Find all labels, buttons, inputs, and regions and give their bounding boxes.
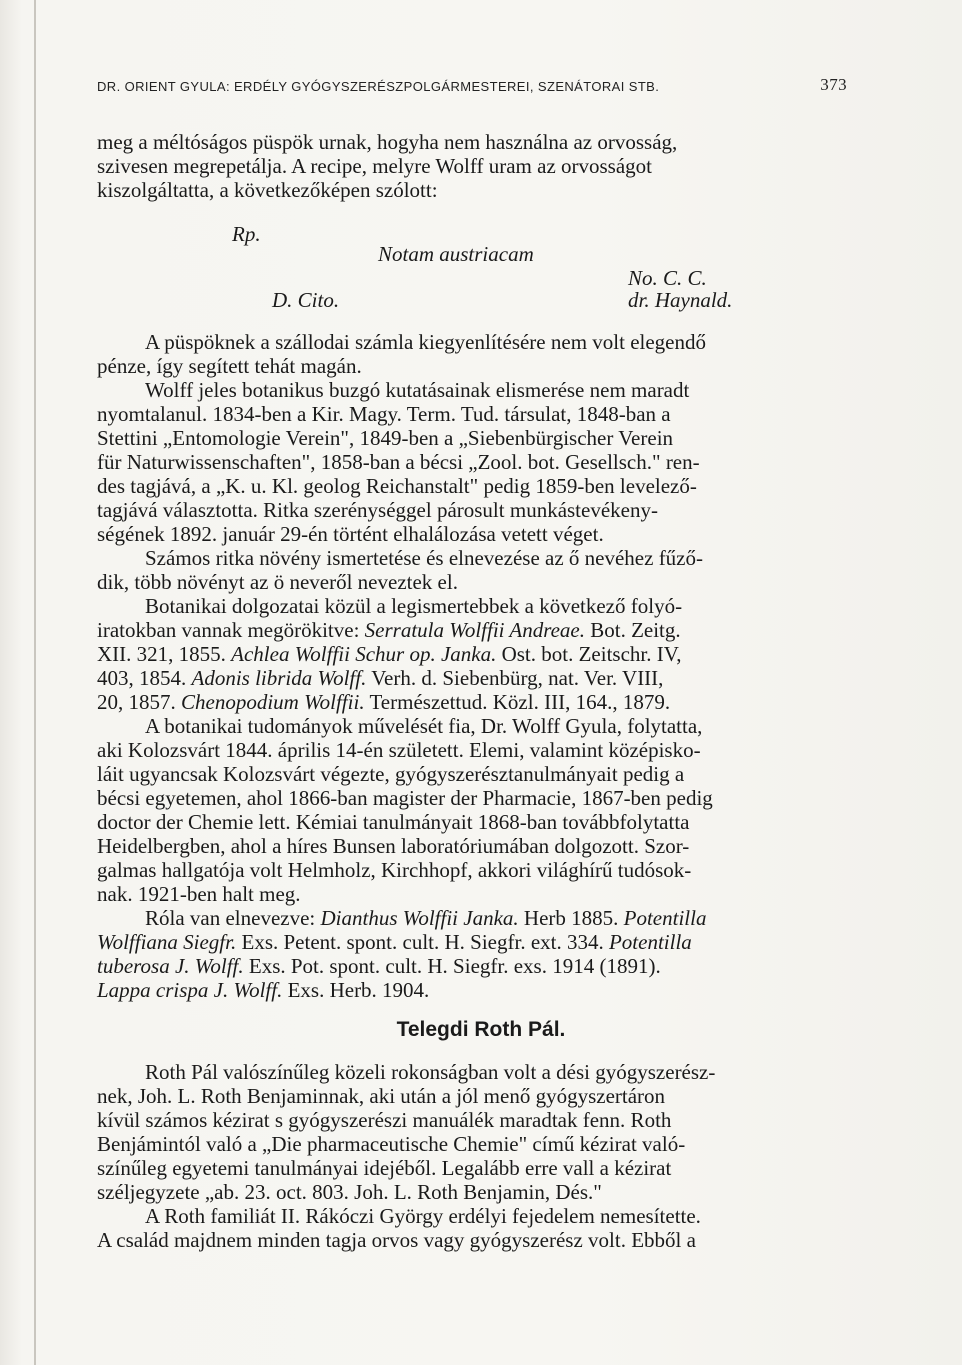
text-line: aki Kolozsvárt 1844. április 14-én született. Elemi, valamint középisko- [97,738,701,762]
text-line: Botanikai dolgozatai közül a legismertebbek a következő folyó- [145,594,683,618]
text-line: 403, 1854. Adonis librida Wolff. Verh. d. Siebenbürg, nat. Ver. VIII, [97,666,664,690]
text-line: Wolffiana Siegfr. Exs. Petent. spont. cult. H. Siegfr. ext. 334. Potentilla [97,930,692,954]
text-line: Lappa crispa J. Wolff. Exs. Herb. 1904. [97,978,430,1002]
text-line: pénze, így segített tehát magán. [97,354,362,378]
text-line: A püspöknek a szállodai számla kiegyenlítésére nem volt elegendő [145,330,706,354]
text-line: szivesen megrepetálja. A recipe, melyre Wolff uram az orvosságot [97,154,653,178]
recipe-no-cc: No. C. C. [628,266,707,290]
page-edge-shadow [34,0,36,1365]
text-line: Wolff jeles botanikus buzgó kutatásainak elismerése nem maradt [145,378,690,402]
section-heading: Telegdi Roth Pál. [396,1018,566,1041]
text-line: Stettini „Entomologie Verein", 1849-ben a „Siebenbürgischer Verein [97,426,674,450]
text-line: bécsi egyetemen, ahol 1866-ban magister der Pharmacie, 1867-ben pedig [97,786,713,810]
text-line: Róla van elnevezve: Dianthus Wolffii Janka. Herb 1885. Potentilla [145,906,707,930]
text-line: nak. 1921-ben halt meg. [97,882,301,906]
text-line: A botanikai tudományok művelését fia, Dr. Wolff Gyula, folytatta, [145,714,703,738]
text-line: XII. 321, 1855. Achlea Wolffii Schur op. Janka. Ost. bot. Zeitschr. IV, [97,642,682,666]
text-line: doctor der Chemie lett. Kémiai tanulmányait 1868-ban továbbfolytatta [97,810,690,834]
text-line: Roth Pál valószínűleg közeli rokonságban volt a dési gyógyszerész- [145,1060,716,1084]
text-line: A család majdnem minden tagja orvos vagy gyógyszerész volt. Ebből a [97,1228,696,1252]
recipe-d-cito: D. Cito. [272,288,340,312]
text-line: színűleg egyetemi tanulmányai idejéből. Legalább erre vall a kézirat [97,1156,672,1180]
text-line: Benjámintól való a „Die pharmaceutische Chemie" című kézirat való- [97,1132,686,1156]
text-line: láit ugyancsak Kolozsvárt végezte, gyógyszerésztanulmányait pedig a [97,762,685,786]
recipe-rp: Rp. [232,222,261,246]
text-line: dik, több növényt az ö neveről neveztek el. [97,570,458,594]
text-line: A Roth familiát II. Rákóczi György erdélyi fejedelem nemesítette. [145,1204,701,1228]
text-line: meg a méltóságos püspök urnak, hogyha nem használna az orvosság, [97,130,678,154]
text-line: ségének 1892. január 29-én történt elhalálozása vetett véget. [97,522,604,546]
text-line: nek, Joh. L. Roth Benjaminnak, aki után a jól menő gyógyszertáron [97,1084,666,1108]
text-line: kívül számos kézirat s gyógyszerészi manuálék maradtak fenn. Roth [97,1108,672,1132]
running-header [97,75,847,99]
text-line: iratokban vannak megörökitve: Serratula Wolffii Andreae. Bot. Zeitg. [97,618,681,642]
running-title: DR. ORIENT GYULA: ERDÉLY GYÓGYSZERÉSZPOLGÁRMESTEREI, SZENÁTORAI STB. [97,79,660,94]
text-line: kiszolgáltatta, a következőképen szólott: [97,178,438,202]
text-line: 20, 1857. Chenopodium Wolffii. Természettud. Közl. III, 164., 1879. [97,690,671,714]
text-line: Számos ritka növény ismertetése és elnevezése az ő nevéhez fűző- [145,546,703,570]
page-number: 373 [820,75,847,94]
text-line: tagjává választotta. Ritka szerénységgel párosult munkástevékeny- [97,498,658,522]
recipe-notam: Notam austriacam [378,242,534,266]
text-line: für Naturwissenschaften", 1858-ban a bécsi „Zool. bot. Gesellsch." ren- [97,450,700,474]
text-line: galmas hallgatója volt Helmholz, Kirchhopf, akkori világhírű tudósok- [97,858,692,882]
text-line: széljegyzete „ab. 23. oct. 803. Joh. L. Roth Benjamin, Dés." [97,1180,602,1204]
recipe-signature: dr. Haynald. [628,288,733,312]
text-line: des tagjává, a „K. u. Kl. geolog Reichanstalt" pedig 1859-ben levelező- [97,474,697,498]
text-line: Heidelbergben, ahol a híres Bunsen laboratóriumában dolgozott. Szor- [97,834,690,858]
text-line: nyomtalanul. 1834-ben a Kir. Magy. Term. Tud. társulat, 1848-ban a [97,402,671,426]
text-line: tuberosa J. Wolff. Exs. Pot. spont. cult. H. Siegfr. exs. 1914 (1891). [97,954,661,978]
